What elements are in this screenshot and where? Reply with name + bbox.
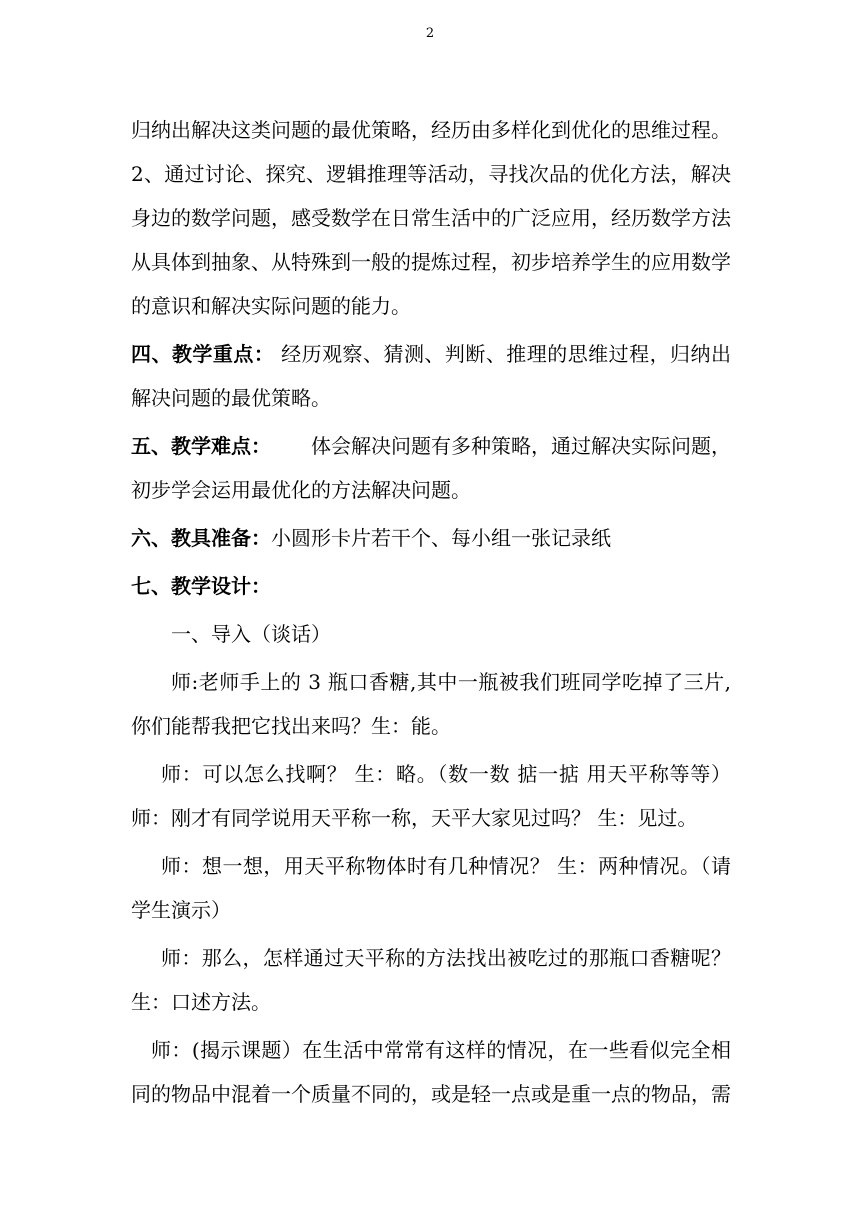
text-line: 的意识和解决实际问题的能力。 xyxy=(131,294,411,318)
text-line: 解决问题的最优策略。 xyxy=(131,386,331,410)
dialogue-line: 师：想一想，用天平称物体时有几种情况？ 生：两种情况。（请 xyxy=(161,854,731,878)
dialogue-line: 生：口述方法。 xyxy=(131,990,271,1014)
page-number: 2 xyxy=(425,26,435,41)
text-line: 2、通过讨论、探究、逻辑推理等活动，寻找次品的优化方法，解决 xyxy=(131,162,731,186)
dialogue-line: 师：可以怎么找啊？ 生：略。（数一数 掂一掂 用天平称等等） xyxy=(161,762,731,786)
subsection-intro: 一、导入（谈话） xyxy=(171,622,331,646)
text-line: 初步学会运用最优化的方法解决问题。 xyxy=(131,478,471,502)
section-text: 体会解决问题有多种策略，通过解决实际问题， xyxy=(311,434,731,458)
section-heading: 六、教具准备： xyxy=(131,526,271,550)
dialogue-line: 同的物品中混着一个质量不同的，或是轻一点或是重一点的物品，需 xyxy=(131,1082,731,1106)
section-heading: 五、教学难点： xyxy=(131,434,271,458)
dialogue-line: 师：刚才有同学说用天平称一称，天平大家见过吗？ 生：见过。 xyxy=(131,806,698,830)
section-design xyxy=(131,564,731,608)
document-body xyxy=(131,108,731,1116)
section-text: 经历观察、猜测、判断、推理的思维过程，归纳出 xyxy=(281,342,731,366)
section-materials xyxy=(131,516,731,560)
text-line: 从具体到抽象、从特殊到一般的提炼过程，初步培养学生的应用数学 xyxy=(131,250,731,274)
dialogue-line: 师：(揭示课题）在生活中常常有这样的情况，在一些看似完全相 xyxy=(151,1038,731,1062)
section-key-points xyxy=(131,332,731,376)
dialogue-line: 学生演示） xyxy=(131,898,231,922)
dialogue-line: 师：那么，怎样通过天平称的方法找出被吃过的那瓶口香糖呢？ xyxy=(161,946,731,970)
text-line: 身边的数学问题，感受数学在日常生活中的广泛应用，经历数学方法 xyxy=(131,206,731,230)
section-text: 小圆形卡片若干个、每小组一张记录纸 xyxy=(271,526,611,550)
section-heading: 七、教学设计： xyxy=(131,574,271,598)
text-line: 归纳出解决这类问题的最优策略，经历由多样化到优化的思维过程。 xyxy=(131,118,731,142)
dialogue-line: 你们能帮我把它找出来吗？生：能。 xyxy=(131,714,451,738)
section-heading: 四、教学重点： xyxy=(131,342,275,366)
dialogue-line: 师:老师手上的 3 瓶口香糖,其中一瓶被我们班同学吃掉了三片, xyxy=(171,670,731,694)
section-difficulties xyxy=(131,424,731,468)
